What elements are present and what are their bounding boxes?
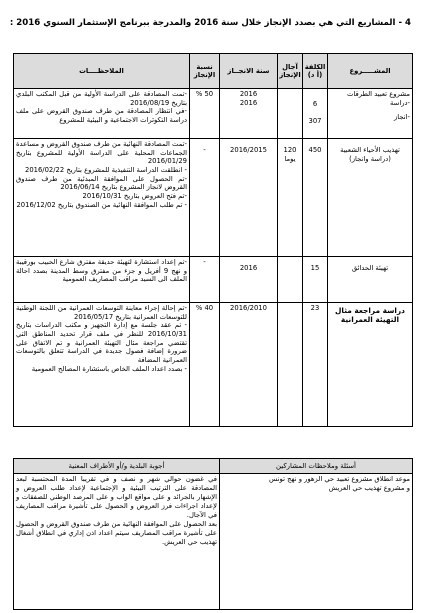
notes-cell [14,303,190,427]
cost-cell [303,303,328,427]
header-duration: آجال الإنجاز [278,54,303,89]
project-cell [328,303,413,427]
notes-cell [14,89,190,139]
table-row [14,257,413,303]
cost-cell [303,89,328,139]
notes-cell [14,139,190,257]
cost-cell [303,257,328,303]
project-phase: -انجاز [394,113,410,122]
rate-value: - [203,146,206,154]
note-line: - انطلقت الدراسة التنفيذية للمشروع بتاريخ 2016/02/22 [25,166,187,175]
answers-cell [14,474,220,610]
year-cell [220,257,278,303]
year-cell [220,89,278,139]
cost-value: 450 [308,146,322,154]
header-questions: أسئلة وملاحظات المشاركين [220,459,413,474]
project-name: تهذيب الأحياء الشعبية (دراسة وانجاز) [340,146,400,163]
cost-value: 23 [310,304,320,312]
questions-cell [220,474,413,610]
answer-line: بعد الحصول على الموافقة النهائية من طرف صندوق القروض و الحصول على تأشيرة مراقب المصاريف سيتم اعداد اذن إداري في انطلاق أشغال تهذيب حي العريش. [15,519,217,546]
note-line: -تمت المصادقة النهائية من طرف صندوق القروض و مساعدة الجماعات المحلية على الدراسة الأولية للمشروع بتاريخ 2016/01/29 [16,140,187,166]
project-phase: -دراسة [390,98,410,107]
duration-cell [278,89,303,139]
year-value: 2016 [239,90,258,98]
project-name: مشروع تعبيد الطرقات [347,90,410,98]
note-line: -في انتظار المصادقة من طرف صندوق القروض على ملف دراسة التكوثرات الاجتماعية و البيئية للمشروع [16,107,187,125]
year-cell [220,139,278,257]
rate-cell [190,139,220,257]
note-line: - بصدد اعداد الملف الخاص باستشارة المصالح العمومية [31,364,187,373]
header-year: سنة الانجــاز [220,54,278,89]
header-answers: أجوبة البلدية و/أو الأطراف المعنية [14,459,220,474]
projects-table [13,53,413,427]
table-row [14,89,413,139]
project-cell [328,89,413,139]
project-cell [328,257,413,303]
rate-value: 40 % [195,304,214,312]
answer-line: في غضون حوالي شهر و نصف و في تقريبا المدة المحتسبة لبعد المصادقة على الترتيب البيئية و الإجتماعية لإعداد طلب العروض و الإشهار بالجرائد و على مواقع الواب و على المرصد الوطني للصفقات و لإعداد اجراءات فرز العروض و الحصول على تأشيرة مراقب المصاريف في الآجال. [16,475,217,519]
table-row [14,139,413,257]
note-line: -تم فتح العروض بتاريخ 2016/10/31 [82,192,187,201]
duration-cell [278,257,303,303]
project-name: تهيئة الحدائق [351,264,389,272]
rate-cell [190,303,220,427]
table-row [14,303,413,427]
note-line: -تمت المصادقة على الدراسة الأولية من قبل المكتب البلدي بتاريخ 2016/08/19 [16,90,187,107]
duration-cell [278,303,303,427]
duration-value: 120 يوما [283,146,297,163]
duration-cell [278,139,303,257]
section-heading: 4 - المشاريع التي هي بصدد الإنجاز خلال سنة 2016 والمدرجة ببرنامج الإستثمار السنوي 2016 : [9,18,411,28]
note-line: - تم عقد جلسة مع إدارة التجهيز و مكتب الدراسات بتاريخ 2016/10/31 للنظر في ملف قرار تحديد المناطق التي تقتضي مراجعة مثال التهيئة العمرانية و تم الاتفاق على ضرورة إضافة فصول جديدة في الدراسة تتعلق بالتوسعات العمرانية المضافة [16,321,187,365]
note-line: -تم إحالة إجراء معاينة التوسعات العمرانية من اللجنة الوطنية للتوسعات العمرانية بتاريخ 2016/05/17 [16,304,187,321]
projects-table-header [14,54,413,89]
rate-value: - [203,258,206,266]
qa-table [13,458,413,610]
rate-cell [190,257,220,303]
year-value: 2016/2010 [230,304,267,312]
cost-value: 15 [310,264,320,272]
project-name: دراسة مراجعة مثال التهيئة العمرانية [335,306,405,325]
project-cell [328,139,413,257]
header-cost: الكلفة (أ د) [303,54,328,89]
note-line: -تم الحصول على الموافقة المبدئية من طرف صندوق القروض لانجاز المشروع بتاريخ 2016/06/14 [16,174,187,192]
year-value: 2016 [239,98,258,107]
rate-cell: 50 % [190,89,220,139]
notes-cell [14,257,190,303]
year-value: 2016/2015 [230,146,267,154]
qa-table-header [14,459,413,474]
cost-value: 6 [312,100,318,108]
question-line: و مشروع تهذيب حي العريش [328,483,410,492]
note-line: - تم طلب الموافقة النهائية من الصندوق بتاريخ 2016/12/02 [16,200,187,209]
header-notes: الملاحظــــات [14,54,190,89]
cost-value: 307 [308,116,322,125]
question-line: موعد انطلاق مشروع تعبيد حي الزهور و نهج تونس [269,475,410,483]
year-cell [220,303,278,427]
header-rate: نسبة الإنجاز [190,54,220,89]
header-project: المشـــــروع [328,54,413,89]
cost-cell [303,139,328,257]
year-value: 2016 [239,264,258,272]
note-line: -تم إعداد استشارة لتهيئة حديقة مفترق شارع الحبيب بورقيبة و نهج 9 أفريل و جزء من مفترق وسط المدينة بصدد احالة الملف الى السيد مراقب المصاريف العمومية [16,258,188,284]
table-row [14,474,413,610]
